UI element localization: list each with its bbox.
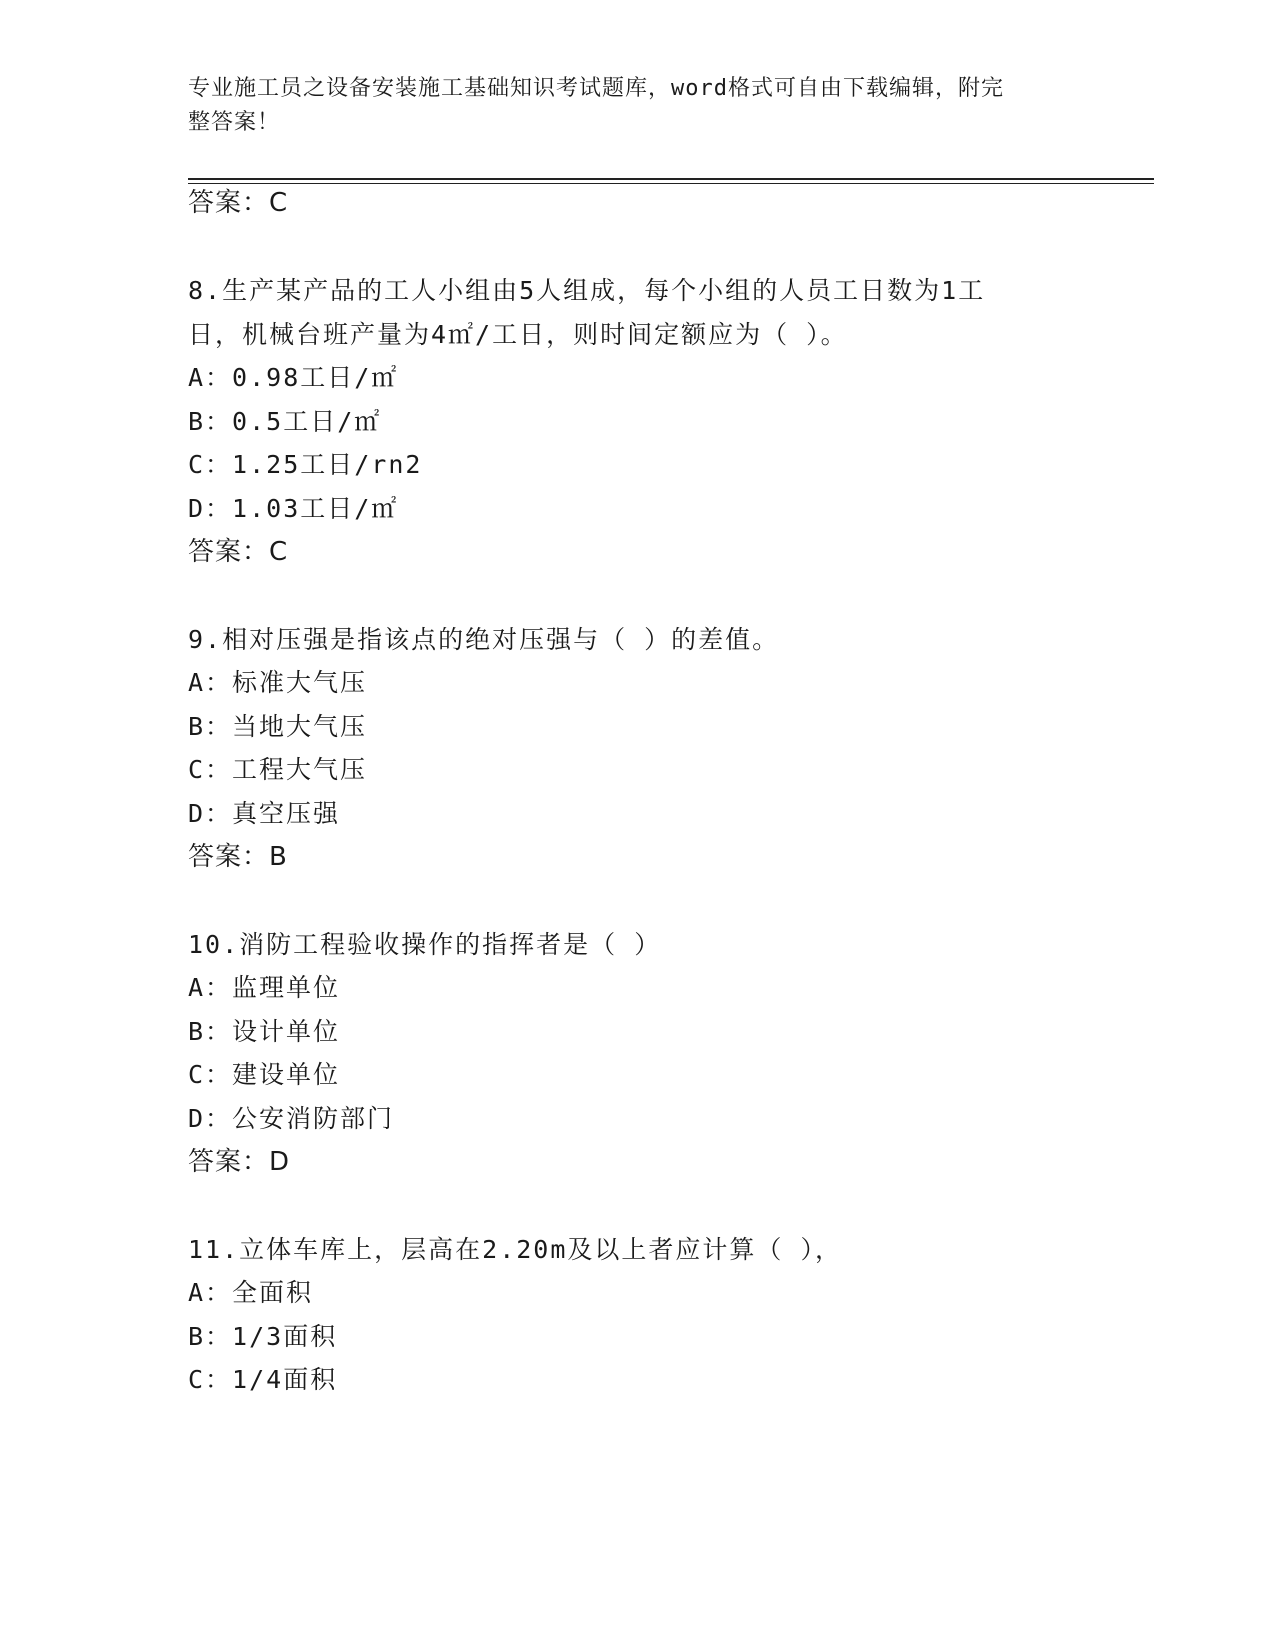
question-8-line-1: 8.生产某产品的工人小组由5人组成，每个小组的人员工日数为1工 (188, 276, 986, 305)
question-8-line-2: 日，机械台班产量为4㎡/工日，则时间定额应为（ ）。 (188, 320, 848, 349)
header-line-2: 整答案！ (188, 110, 281, 135)
question-11-option-c: C：1/4面积 (188, 1365, 338, 1394)
answer-8: 答案：C (188, 537, 289, 567)
question-9-option-c: C：工程大气压 (188, 755, 368, 784)
question-10-option-a: A：监理单位 (188, 973, 341, 1002)
answer-7: 答案：C (188, 188, 289, 218)
question-8-option-b: B：0.5工日/㎡ (188, 407, 382, 436)
question-11-option-b: B：1/3面积 (188, 1322, 338, 1351)
header-rule-thin (188, 183, 1154, 184)
header-rule-thick (188, 178, 1154, 180)
question-10-option-c: C：建设单位 (188, 1060, 341, 1089)
answer-9: 答案：B (188, 842, 288, 872)
question-8-option-d: D：1.03工日/㎡ (188, 494, 399, 523)
question-8-option-a: A：0.98工日/㎡ (188, 363, 399, 392)
question-11: 11.立体车库上，层高在2.20m及以上者应计算（ ）， (188, 1235, 842, 1264)
question-10: 10.消防工程验收操作的指挥者是（ ） (188, 930, 662, 959)
header-line-1: 专业施工员之设备安装施工基础知识考试题库，word格式可自由下载编辑，附完 (188, 76, 1004, 101)
answer-10: 答案：D (188, 1147, 291, 1177)
question-9-option-d: D：真空压强 (188, 799, 341, 828)
question-10-option-d: D：公安消防部门 (188, 1104, 395, 1133)
question-9-option-a: A：标准大气压 (188, 668, 368, 697)
question-9-option-b: B：当地大气压 (188, 712, 368, 741)
document-header (188, 72, 1088, 140)
question-9: 9.相对压强是指该点的绝对压强与（ ）的差值。 (188, 625, 780, 654)
question-8-option-c: C：1.25工日/rn2 (188, 450, 423, 479)
question-11-option-a: A：全面积 (188, 1278, 314, 1307)
question-10-option-b: B：设计单位 (188, 1017, 341, 1046)
